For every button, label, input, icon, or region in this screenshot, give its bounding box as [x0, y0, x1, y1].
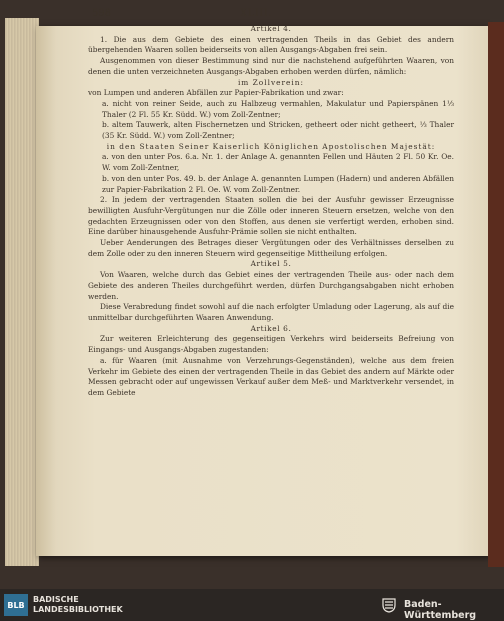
- page-number: 598: [92, 8, 112, 19]
- library-name[interactable]: [33, 595, 123, 615]
- page-text: [88, 24, 454, 399]
- page-header: XLIII.: [240, 8, 272, 19]
- section-heading: Artikel 5.: [250, 259, 292, 269]
- paragraph: Diese Verabredung findet sowohl auf die nach erfolgter Umladung oder Lagerung, als auf die unmittelbar durchgeführten Waaren Anwendung.: [88, 302, 454, 322]
- book-cover-edge: [488, 22, 504, 567]
- section-heading: in den Staaten Seiner Kaiserlich Königlichen Apostolischen Majestät:: [106, 141, 436, 151]
- coat-of-arms-icon: [381, 596, 397, 613]
- paragraph: b. von den unter Pos. 49. b. der Anlage A. genannten Lumpen (Hadern) und anderen Abfällen zur Papier-Fabrikation 2 Fl. Oe. W. vom Zoll-Zentner.: [102, 173, 454, 194]
- section-heading: Artikel 4.: [250, 24, 292, 33]
- state-name[interactable]: Baden-Württemberg: [404, 599, 477, 621]
- blb-logo-icon[interactable]: BLB: [4, 594, 28, 616]
- section-heading: im Zollverein:: [237, 77, 305, 87]
- book-page-edges: [5, 18, 39, 566]
- paragraph: Zur weiteren Erleichterung des gegenseitigen Verkehrs wird beiderseits Befreiung von Eingangs- und Ausgangs-Abgaben zugestanden:: [88, 334, 454, 355]
- paragraph: a. von den unter Pos. 6.a. Nr. 1. der Anlage A. genannten Fellen und Häuten 2 Fl. 50 Kr. Oe. W. vom Zoll-Zentner,: [102, 152, 454, 173]
- library-name-line2: LANDESBIBLIOTHEK: [33, 605, 123, 614]
- library-name-line1: BADISCHE: [33, 595, 79, 604]
- paragraph: Ausgenommen von dieser Bestimmung sind nur die nachstehend aufgeführten Waaren, von denen die unten verzeichneten Ausgangs-Abgaben erhoben werden dürfen, nämlich:: [88, 56, 454, 76]
- paragraph: a. nicht von reiner Seide, auch zu Halbzeug vermahlen, Makulatur und Papierspänen 1⅓ Thaler (2 Fl. 55 Kr. Südd. W.) vom Zoll-Zentner;: [102, 98, 454, 119]
- paragraph: von Lumpen und anderen Abfällen zur Papier-Fabrikation und zwar:: [88, 88, 344, 98]
- paragraph: Von Waaren, welche durch das Gebiet eines der vertragenden Theile aus- oder nach dem Gebiete des anderen Theiles durchgeführt werden, dürfen Durchgangsabgaben nicht erhoben werden.: [88, 270, 454, 301]
- paragraph: 1. Die aus dem Gebiete des einen vertragenden Theils in das Gebiet des andern übergehenden Waaren sollen beiderseits von allen Ausgangs-Abgaben frei sein.: [88, 34, 454, 55]
- footer-bar: [0, 589, 504, 620]
- paragraph: 2. In jedem der vertragenden Staaten sollen die bei der Ausfuhr gewisser Erzeugnisse bewilligten Ausfuhr-Vergütungen nur die Zölle oder inneren Steuern ersetzen, welche von den gedachten Erzeugnissen oder von den Stoffen, aus denen sie verfertigt werden, erhoben sind. Eine darüber hinausgehende Ausfuhr-Prämie sollen sie nicht enthalten.: [88, 195, 454, 237]
- paragraph: a. für Waaren (mit Ausnahme von Verzehrungs-Gegenständen), welche aus dem freien Verkehr im Gebiete des einen der vertragenden Theile in das Gebiet des andern auf Märkte oder Messen gebracht oder auf ungewissen Verkauf außer dem Meß- und Marktverkehr versendet, in dem Gebiete: [88, 355, 454, 397]
- paragraph: Ueber Aenderungen des Betrages dieser Vergütungen oder des Verhältnisses derselben zu dem Zolle oder zu den inneren Steuern wird gegenseitige Mittheilung erfolgen.: [88, 238, 454, 258]
- paragraph: b. altem Tauwerk, alten Fischernetzen und Stricken, getheert oder nicht getheert, ⅓ Thaler (35 Kr. Südd. W.) vom Zoll-Zentner;: [102, 120, 454, 141]
- section-heading: Artikel 6.: [250, 323, 292, 333]
